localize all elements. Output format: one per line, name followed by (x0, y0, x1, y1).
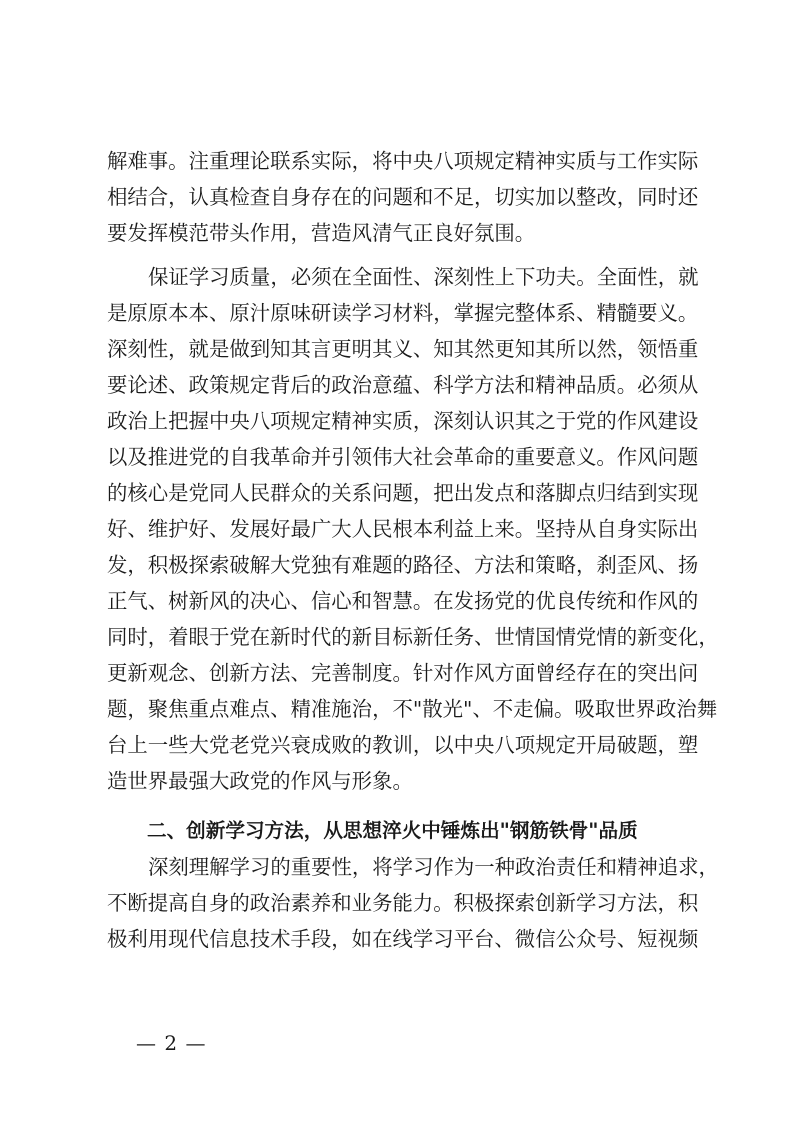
text-line: 台上一些大党老党兴衰成败的教训，以中央八项规定开局破题，塑 (107, 733, 699, 757)
text-line: 要发挥模范带头作用，营造风清气正良好氛围。 (107, 221, 536, 245)
page-number: — 2 — (136, 1031, 207, 1055)
text-line: 不断提高自身的政治素养和业务能力。积极探索创新学习方法，积 (107, 891, 699, 915)
text-line: 好、维护好、发展好最广大人民根本利益上来。坚持从自身实际出 (107, 517, 699, 541)
text-line: 题，聚焦重点难点、精准施治，不"散光"、不走偏。吸取世界政治舞 (107, 697, 718, 721)
text-line: 以及推进党的自我革命并引领伟大社会革命的重要意义。作风问题 (107, 445, 699, 469)
text-line: 保证学习质量，必须在全面性、深刻性上下功夫。全面性，就 (148, 265, 699, 289)
text-line: 要论述、政策规定背后的政治意蕴、科学方法和精神品质。必须从 (107, 373, 699, 397)
text-line: 是原原本本、原汁原味研读学习材料，掌握完整体系、精髓要义。 (107, 301, 699, 325)
text-line: 深刻理解学习的重要性，将学习作为一种政治责任和精神追求， (148, 855, 719, 879)
text-line: 正气、树新风的决心、信心和智慧。在发扬党的优良传统和作风的 (107, 589, 699, 613)
text-line: 同时，着眼于党在新时代的新目标新任务、世情国情党情的新变化， (107, 625, 719, 649)
text-line: 解难事。注重理论联系实际，将中央八项规定精神实质与工作实际 (107, 149, 699, 173)
section-heading: 二、创新学习方法，从思想淬火中锤炼出"钢筋铁骨"品质 (147, 819, 638, 842)
text-line: 的核心是党同人民群众的关系问题，把出发点和落脚点归结到实现 (107, 481, 699, 505)
text-line: 更新观念、创新方法、完善制度。针对作风方面曾经存在的突出问 (107, 661, 699, 685)
text-line: 政治上把握中央八项规定精神实质，深刻认识其之于党的作风建设 (107, 409, 699, 433)
text-line: 造世界最强大政党的作风与形象。 (107, 769, 413, 793)
text-line: 相结合，认真检查自身存在的问题和不足，切实加以整改，同时还 (107, 185, 699, 209)
text-line: 发，积极探索破解大党独有难题的路径、方法和策略，刹歪风、扬 (107, 553, 699, 577)
text-line: 极利用现代信息技术手段，如在线学习平台、微信公众号、短视频 (107, 927, 699, 951)
text-line: 深刻性，就是做到知其言更明其义、知其然更知其所以然，领悟重 (107, 337, 699, 361)
